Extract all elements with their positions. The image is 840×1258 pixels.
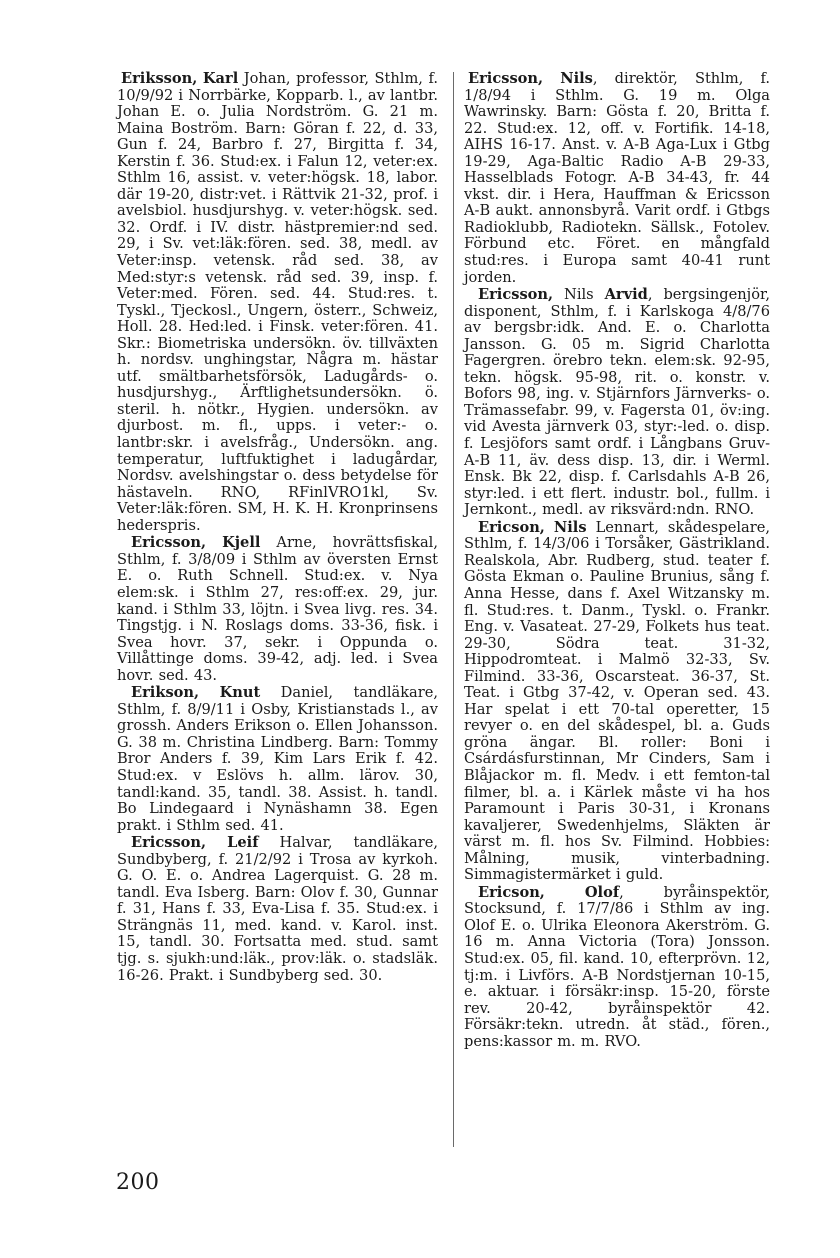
entry-text: Lennart, skådespelare, Sthlm, f. 14/3/06 i Torsåker, Gästrikland. Realskola, Abr. Rudberg, stud. teater f. Gösta Ekman o. Pauline Brunius, sång f. Anna Hesse, dans f. Axel Witzansky m. fl. Stud:res. t. Danm., Tyskl. o. Frankr. Eng. v. Vasateat. 27-29, Folkets hus teat. 29-30, Södra teat. 31-32, Hippodromteat. i Malmö 32-33, Sv. Filmind. 33-36, Oscarsteat. 36-37, St. Teat. i Gtbg 37-42, v. Operan sed. 43. Har spelat i ett 70-tal operetter, 15 revyer o. en del skådespel, bl. a. Guds gröna ängar. Bl. roller: Boni i Csárdásfurstinnan, Mr Cinders, Sam i Blåjackor m. fl. Medv. i ett femton-tal filmer, bl. a. i Kärlek måste vi ha hos Paramount i Paris 30-31, i Kronans kavaljerer, Swedenhjelms, Släkten är värst m. fl. hos Sv. Filmind. Hobbies: Målning, musik, vinterbadning. Simmagistermärket i guld.: [464, 518, 770, 884]
entry-given-name: Karl: [202, 70, 239, 87]
entry-given-name: Nils: [553, 518, 587, 536]
column-divider: [453, 72, 454, 1147]
left-column: [117, 71, 438, 985]
entry-ericsson-nils-arvid: [464, 287, 770, 519]
entry-given-name: Nils: [560, 70, 593, 87]
entry-surname: Ericsson,: [468, 70, 544, 87]
entry-first-name: Nils: [553, 286, 605, 304]
entry-text: Arne, hovrättsfiskal, Sthlm, f. 3/8/09 i Sthlm av översten Ernst E. o. Ruth Schnell. Stud:ex. v. Nya elem:sk. i Sthlm 27, res:off:ex. 29, jur. kand. i Sthlm 33, löjtn. i Svea livg. res. 34. Tingstjg. i N. Roslags doms. 33-36, fisk. i Svea hovr. 37, sekr. i Oppunda o. Villåttinge doms. 39-42, adj. led. i Svea hovr. sed. 43.: [117, 534, 438, 684]
entry-surname: Ericsson,: [478, 286, 554, 304]
entry-surname: Eriksson,: [121, 70, 198, 87]
entry-text: Halvar, tandläkare, Sundbyberg, f. 21/2/92 i Trosa av kyrkoh. G. O. E. o. Andrea Lagerquist. G. 28 m. tandl. Eva Isberg. Barn: Olov f. 30, Gunnar f. 31, Hans f. 33, Eva-Lisa f. 35. Stud:ex. i Strängnäs 11, med. kand. v. Karol. inst. 15, tandl. 30. Fortsatta med. stud. samt tjg. s. sjukh:und:läk., prov:läk. o. stadsläk. 16-26. Prakt. i Sundbyberg sed. 30.: [117, 834, 439, 984]
entry-given-name: Kjell: [222, 534, 261, 552]
entry-given-name: Knut: [219, 684, 261, 702]
entry-ericsson-nils: [464, 71, 770, 286]
entry-given-name: Olof: [584, 883, 620, 901]
entry-ericson-olof: [464, 885, 770, 1050]
entry-ericsson-leif: [117, 835, 438, 984]
right-column: [464, 71, 770, 1051]
entry-text: , bergsingenjör, disponent, Sthlm, f. i Karlskoga 4/8/76 av bergsbr:idk. And. E. o. Charlotta Jansson. G. 05 m. Sigrid Charlotta Fagergren. örebro tekn. elem:sk. 92-95, tekn. högsk. 95-98, rit. o. konstr. v. Bofors 98, ing. v. Stjärnfors Järnverks- o. Trämassefabr. 99, v. Fagersta 01, öv:ing. vid Avesta järnverk 03, styr:-led. o. disp. f. Lesjöfors samt ordf. i Långbans Gruv-A-B 11, äv. dess disp. 13, dir. i Werml. Ensk. Bk 22, disp. f. Carlsdahls A-B 26, styr:led. i ett flert. industr. bol., fullm. i Jernkont., medl. av riksvärd:ndn. RNO.: [464, 286, 770, 519]
entry-ericsson-kjell: [117, 535, 438, 684]
entry-given-name: Leif: [227, 834, 259, 852]
entry-text: Daniel, tandläkare, Sthlm, f. 8/9/11 i Osby, Kristianstads l., av grossh. Anders Erikson o. Ellen Johansson. G. 38 m. Christina Lindberg. Barn: Tommy Bror Anders f. 39, Kim Lars Erik f. 42. Stud:ex. v Eslövs h. allm. lärov. 30, tandl:kand. 35, tandl. 38. Assist. h. tandl. Bo Lindegaard i Nynäshamn 38. Egen prakt. i Sthlm sed. 41.: [117, 684, 438, 834]
page-number: 200: [116, 1170, 160, 1195]
entry-given-name: Arvid: [604, 286, 648, 304]
entry-surname: Ericson,: [478, 883, 545, 901]
entry-surname: Ericsson,: [131, 534, 207, 552]
entry-surname: Erikson,: [131, 684, 200, 702]
entry-surname: Ericson,: [478, 518, 545, 536]
entry-erikson-knut: [117, 685, 438, 834]
entry-eriksson-karl: [117, 71, 438, 534]
entry-text: Johan, professor, Sthlm, f. 10/9/92 i Norrbärke, Kopparb. l., av lantbr. Johan E. o. Julia Nordström. G. 21 m. Maina Boström. Barn: Göran f. 22, d. 33, Gun f. 24, Barbro f. 27, Birgitta f. 34, Kerstin f. 36. Stud:ex. i Falun 12, veter:ex. Sthlm 16, assist. v. veter:högsk. 18, labor. där 19-20, distr:vet. i Rättvik 21-32, prof. i avelsbiol. husdjurshyg. v. veter:högsk. sed. 32. Ordf. i IV. distr. hästpremier:nd sed. 29, i Sv. vet:läk:fören. sed. 38, medl. av Veter:insp. vetensk. råd sed. 38, av Med:styr:s vetensk. råd sed. 39, insp. f. Veter:med. Fören. sed. 44. Stud:res. t. Tyskl., Tjeckosl., Ungern, österr., Schweiz, Holl. 28. Hed:led. i Finsk. veter:fören. 41. Skr.: Biometriska undersökn. öv. tillväxten h. nordsv. unghingstar, Några m. hästar utf. smältbarhetsförsök, Ladugårds- o. husdjurshyg., Ärftlighetsundersökn. ö. steril. h. nötkr., Hygien. undersökn. av djurbost. m. fl., upps. i veter:- o. lantbr:skr. i avelsfråg., Undersökn. ang. temperatur, luftfuktighet i ladugårdar, Nordsv. avelshingstar o. dess betydelse för hästaveln. RNO, RFinlVRO1kl, Sv. Veter:läk:fören. SM, H. K. H. Kronprinsens hederspris.: [117, 70, 438, 534]
entry-ericson-nils: [464, 520, 770, 884]
entry-surname: Ericsson,: [131, 834, 207, 852]
entry-text: , byråinspektör, Stocksund, f. 17/7/86 i Sthlm av ing. Olof E. o. Ulrika Eleonora Akerström. G. 16 m. Anna Victoria (Tora) Jonsson. Stud:ex. 05, fil. kand. 10, efterprövn. 12, tj:m. i Livförs. A-B Nordstjernan 10-15, e. aktuar. i försäkr:insp. 15-20, förste rev. 20-42, byråinspektör 42. Försäkr:tekn. utredn. åt städ., fören., pens:kassor m. m. RVO.: [464, 883, 770, 1050]
entry-text: , direktör, Sthlm, f. 1/8/94 i Sthlm. G. 19 m. Olga Wawrinsky. Barn: Gösta f. 20, Britta f. 22. Stud:ex. 12, off. v. Fortifik. 14-18, AIHS 16-17. Anst. v. A-B Aga-Lux i Gtbg 19-29, Aga-Baltic Radio A-B 29-33, Hasselblads Fotogr. A-B 34-43, fr. 44 vkst. dir. i Hera, Hauffman & Ericsson A-B aukt. annonsbyrå. Varit ordf. i Gtbgs Radioklubb, Radiotekn. Sällsk., Fotolev. Förbund etc. Föret. en mångfald stud:res. i Europa samt 40-41 runt jorden.: [464, 70, 771, 286]
